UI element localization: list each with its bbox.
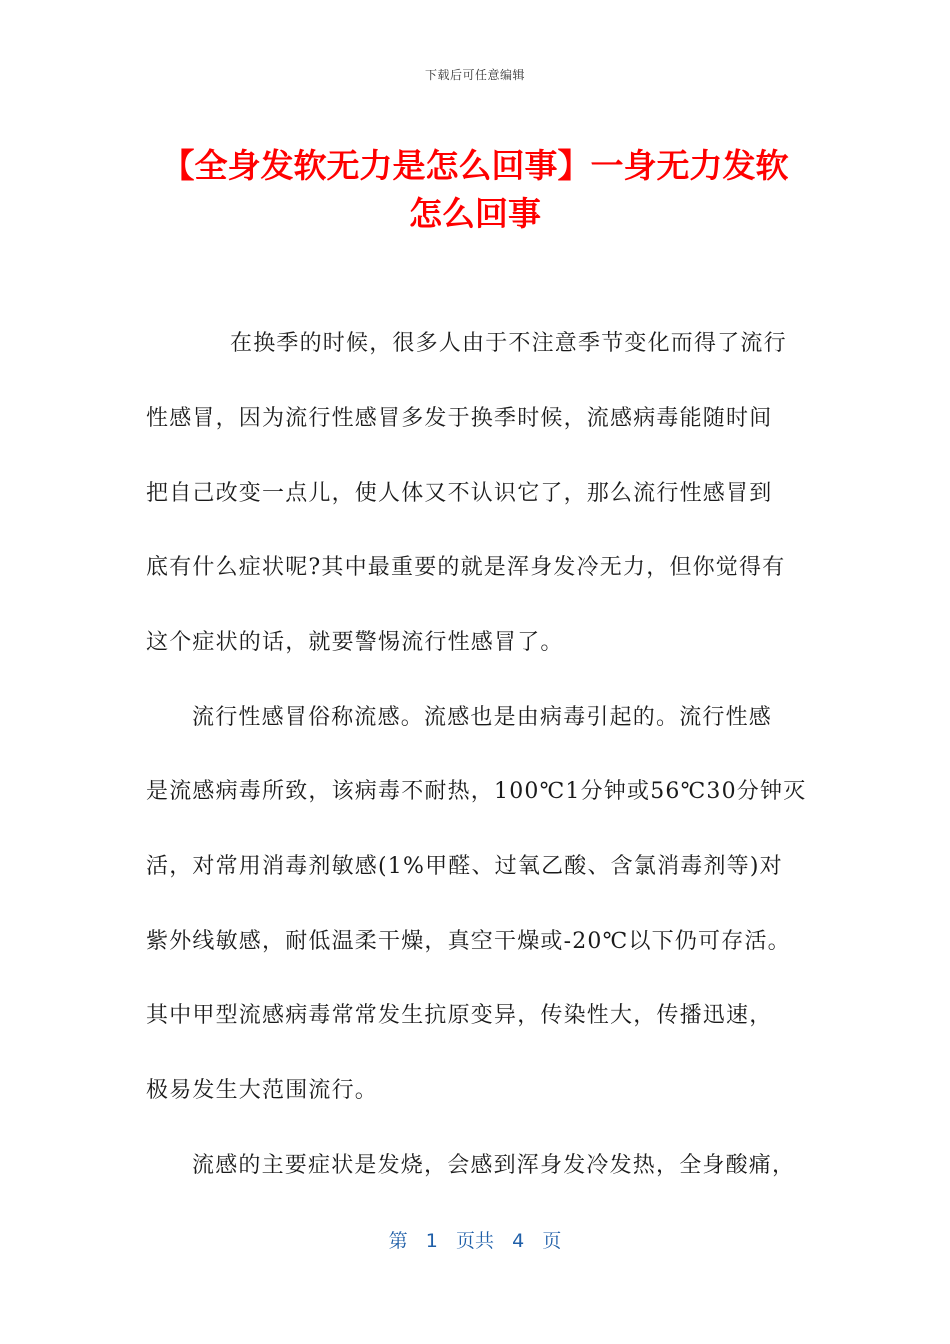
document-title (140, 142, 810, 238)
footer-suffix: 页 (542, 1230, 562, 1252)
paragraph-1-line-2: 性感冒，因为流行性感冒多发于换季时候，流感病毒能随时间 (146, 406, 773, 431)
paragraph-1-line-1: 在换季的时候，很多人由于不注意季节变化而得了流行 (230, 331, 787, 356)
paragraph-1-line-4: 底有什么症状呢?其中最重要的就是浑身发冷无力，但你觉得有 (146, 555, 786, 580)
paragraph-2-line-5: 其中甲型流感病毒常常发生抗原变异，传染性大，传播迅速， (146, 1003, 773, 1028)
footer-current-page: 1 (425, 1230, 438, 1252)
title-line-2: 怎么回事 (409, 194, 541, 233)
paragraph-3-line-1: 流感的主要症状是发烧，会感到浑身发冷发热，全身酸痛， (192, 1153, 796, 1178)
paragraph-2-line-1: 流行性感冒俗称流感。流感也是由病毒引起的。流行性感 (192, 705, 773, 730)
paragraph-2-line-6: 极易发生大范围流行。 (146, 1078, 379, 1103)
footer-middle: 页共 (455, 1230, 494, 1252)
title-line-1: 【全身发软无力是怎么回事】一身无力发软 (161, 146, 789, 185)
paragraph-2-line-2: 是流感病毒所致，该病毒不耐热，100℃1分钟或56℃30分钟灭 (146, 779, 807, 804)
page-header-note: 下载后可任意编辑 (424, 68, 525, 82)
footer-prefix: 第 (388, 1230, 408, 1252)
page-number-footer (0, 1226, 950, 1253)
paragraph-1-line-5: 这个症状的话，就要警惕流行性感冒了。 (146, 630, 564, 655)
paragraph-1-line-3: 把自己改变一点儿，使人体又不认识它了，那么流行性感冒到 (146, 481, 773, 506)
paragraph-2-line-3: 活，对常用消毒剂敏感(1%甲醛、过氧乙酸、含氯消毒剂等)对 (146, 854, 783, 879)
paragraph-2-line-4: 紫外线敏感，耐低温柔干燥，真空干燥或-20℃以下仍可存活。 (146, 929, 791, 954)
footer-total-pages: 4 (512, 1230, 525, 1252)
